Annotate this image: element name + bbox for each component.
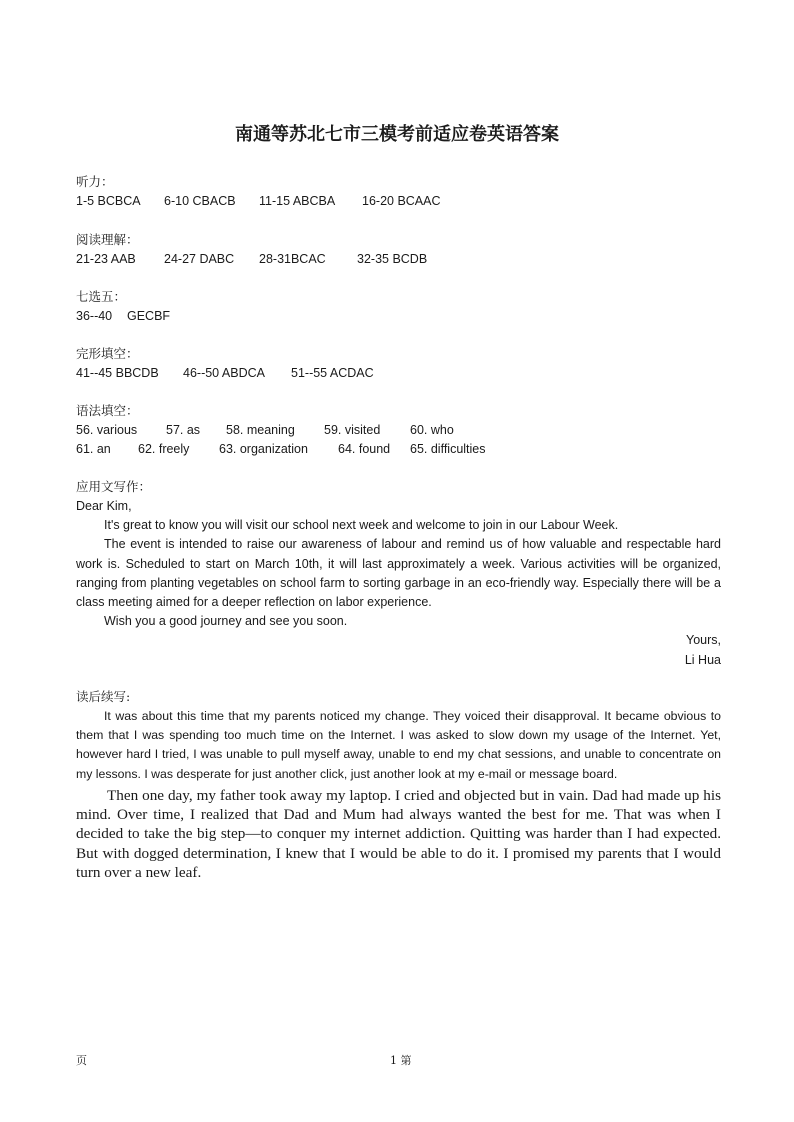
answer-group: 11-15 ABCBA xyxy=(259,194,336,208)
grammar-answer: 63. organization xyxy=(219,442,308,456)
continuation-section xyxy=(76,688,721,882)
cloze-section xyxy=(76,345,721,383)
seven-five-label: 七选五： xyxy=(76,289,127,304)
letter-paragraph: The event is intended to raise our awareness of labour and remind us of how valuable and respectable hard work is. Scheduled to start on March 10th, it will last approximately a week. Various activities will be organized, ranging from planting vegetables on school farm to sorting garbage in an eco-friendly way. Especially there will be a class meeting aimed for a deeper reflection on labor experience. xyxy=(76,537,721,610)
letter-paragraph: Wish you a good journey and see you soon. xyxy=(104,614,348,629)
letter-closing: Yours, xyxy=(686,633,721,648)
grammar-answer: 62. freely xyxy=(138,442,190,456)
answer-group: 41--45 BBCDB xyxy=(76,366,159,380)
answer-group: 16-20 BCAAC xyxy=(362,194,441,208)
footer-left: 页 xyxy=(76,1054,87,1067)
grammar-answer: 64. found xyxy=(338,442,391,456)
grammar-answer: 56. various xyxy=(76,423,138,437)
letter-greeting: Dear Kim, xyxy=(76,499,132,513)
reading-section xyxy=(76,231,721,269)
continuation-paragraph: It was about this time that my parents noticed my change. They voiced their disapproval. It became obvious to them that I was spending too much time on the Internet. I was asked to slow down my usage of the Internet. Yet, however hard I tried, I was unable to pull myself away, unable to end my chat sessions, and unable to concentrate on my lessons. I was desperate for just another click, just another look at my e-mail or message board. xyxy=(76,709,721,781)
seven-five-section xyxy=(76,288,721,326)
letter-paragraph: It's great to know you will visit our school next week and welcome to join in our Labour Week. xyxy=(104,518,619,533)
answer-group: 24-27 DABC xyxy=(164,252,235,266)
answer-group: 46--50 ABDCA xyxy=(183,366,265,380)
answer-group: 32-35 BCDB xyxy=(357,252,428,266)
cloze-label: 完形填空： xyxy=(76,346,139,361)
answer-group: 6-10 CBACB xyxy=(164,194,236,208)
answer-group: 21-23 AAB xyxy=(76,252,136,266)
listening-label: 听力： xyxy=(76,174,114,189)
writing-label: 应用文写作： xyxy=(76,479,152,494)
letter-signature: Li Hua xyxy=(684,652,721,667)
writing-section xyxy=(76,478,721,670)
answer-group: GECBF xyxy=(127,309,171,323)
answer-group: 28-31BCAC xyxy=(259,252,326,266)
answer-range: 36--40 xyxy=(76,309,113,323)
answer-group: 1-5 BCBCA xyxy=(76,194,141,208)
grammar-answers-row-1 xyxy=(76,421,721,440)
grammar-label: 语法填空： xyxy=(76,403,139,418)
page-title: 南通等苏北七市三模考前适应卷英语答案 xyxy=(235,124,559,145)
grammar-answer: 65. difficulties xyxy=(410,442,486,456)
grammar-section xyxy=(76,402,721,459)
footer-page-number: 1 第 xyxy=(390,1054,412,1067)
continuation-paragraph: Then one day, my father took away my laptop. I cried and objected but in vain. Dad had made up his mind. Over time, I realized that Dad and Mum had always wanted the best for me. That was when I decided to take the big step—to conquer my internet addiction. Quitting was harder than I had expected. But with dogged determination, I knew that I would be able to do it. I promised my parents that I would turn over a new leaf. xyxy=(76,786,721,881)
grammar-answer: 57. as xyxy=(166,423,201,437)
grammar-answer: 61. an xyxy=(76,442,111,456)
listening-answers xyxy=(76,192,721,211)
continuation-label: 读后续写: xyxy=(76,689,131,704)
seven-five-answers xyxy=(76,307,721,326)
grammar-answers-row-2 xyxy=(76,440,721,459)
grammar-answer: 59. visited xyxy=(324,423,381,437)
grammar-answer: 60. who xyxy=(410,423,454,437)
grammar-answer: 58. meaning xyxy=(226,423,295,437)
answer-group: 51--55 ACDAC xyxy=(291,366,374,380)
cloze-answers xyxy=(76,364,721,383)
reading-answers xyxy=(76,250,721,269)
listening-section xyxy=(76,173,721,211)
reading-label: 阅读理解： xyxy=(76,232,139,247)
